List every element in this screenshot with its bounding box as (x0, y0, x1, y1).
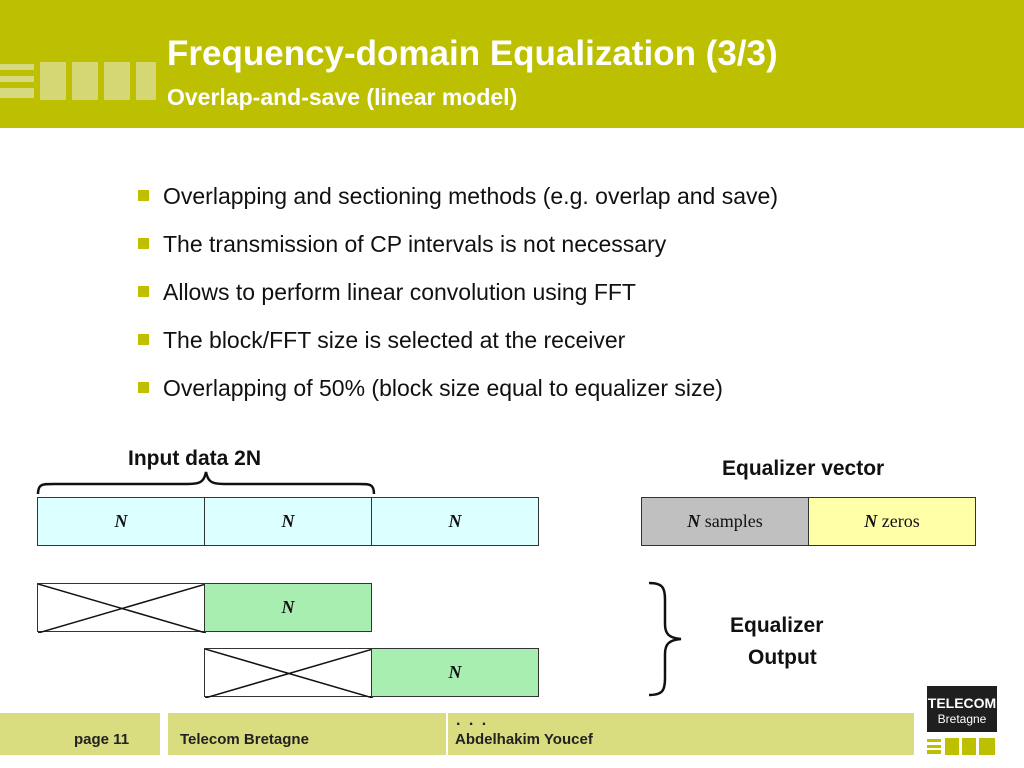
ellipsis: . . . (456, 712, 489, 729)
brand-line2: Bretagne (937, 712, 987, 726)
output-brace-icon (645, 580, 687, 698)
input-block-2: N (204, 497, 372, 546)
header-bar (0, 0, 1024, 128)
telecom-bretagne-logo (927, 686, 997, 732)
cross-icon (38, 584, 206, 633)
output-block-1: N (204, 583, 372, 632)
bullet-item: Allows to perform linear convolution using FFT (135, 276, 778, 324)
equalizer-output-label-line1: Equalizer (730, 614, 824, 637)
bullet-item: The block/FFT size is selected at the receiver (135, 324, 778, 372)
slide-subtitle: Overlap-and-save (linear model) (167, 84, 518, 110)
bullet-item: Overlapping and sectioning methods (e.g. overlap and save) (135, 180, 778, 228)
discarded-block-2 (204, 648, 372, 697)
input-block-3: N (371, 497, 539, 546)
equalizer-vector-label: Equalizer vector (722, 457, 885, 480)
footer-institution: Telecom Bretagne (180, 731, 309, 748)
slide-title: Frequency-domain Equalization (3/3) (167, 34, 778, 73)
input-block-1: N (37, 497, 205, 546)
cross-icon (205, 649, 373, 698)
equalizer-output-label-line2: Output (748, 646, 817, 669)
input-brace-icon (36, 470, 376, 496)
input-data-label: Input data 2N (128, 447, 262, 470)
institution-logo-icon (0, 58, 160, 104)
page-number: page 11 (74, 731, 130, 748)
bullet-item: The transmission of CP intervals is not necessary (135, 228, 778, 276)
footer-author: Abdelhakim Youcef (455, 731, 593, 748)
equalizer-samples-block: N samples (641, 497, 809, 546)
brand-line1: TELECOM (927, 695, 997, 711)
equalizer-zeros-block: N zeros (808, 497, 976, 546)
discarded-block-1 (37, 583, 205, 632)
bullet-item: Overlapping of 50% (block size equal to equalizer size) (135, 372, 778, 420)
institution-logo-small-icon (927, 736, 997, 756)
output-block-2: N (371, 648, 539, 697)
bullet-list (135, 180, 778, 420)
